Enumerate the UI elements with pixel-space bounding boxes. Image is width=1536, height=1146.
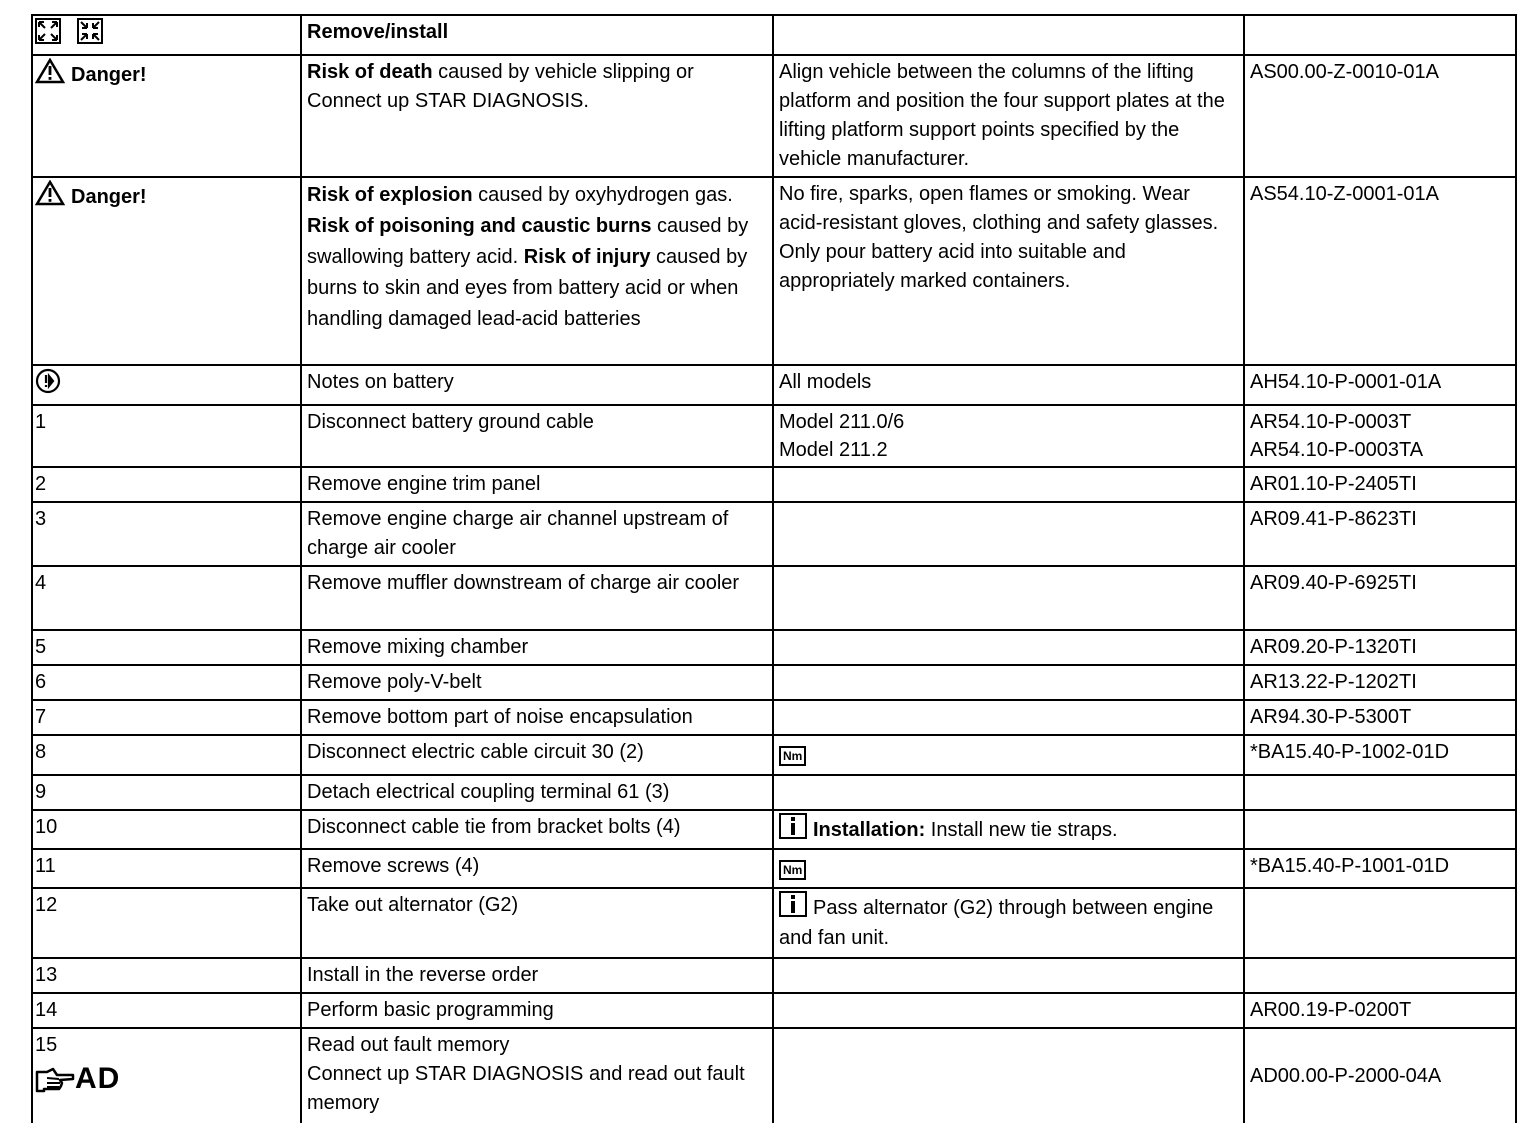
step-row	[32, 849, 1516, 888]
danger-desc-cell	[301, 55, 773, 177]
step-row	[32, 630, 1516, 665]
step-desc: Detach electrical coupling terminal 61 (3)	[301, 775, 773, 810]
step-desc: Install in the reverse order	[301, 958, 773, 993]
desc-line: Connect up STAR DIAGNOSIS and read out fault memory	[307, 1063, 745, 1114]
step-row	[32, 467, 1516, 502]
danger-desc-cell	[301, 177, 773, 365]
step-desc: Remove engine charge air channel upstream of charge air cooler	[301, 502, 773, 566]
step-ref[interactable]: *BA15.40-P-1001-01D	[1244, 849, 1516, 888]
risk-text: caused by vehicle slipping or Connect up STAR DIAGNOSIS.	[307, 61, 694, 112]
step-ref	[1244, 958, 1516, 993]
warning-triangle-icon	[35, 180, 65, 206]
notes-ref-cell[interactable]: AH54.10-P-0001-01A	[1244, 365, 1516, 405]
step-ref[interactable]: *BA15.40-P-1002-01D	[1244, 735, 1516, 775]
ref-link[interactable]: AD00.00-P-2000-04A	[1250, 1064, 1442, 1087]
step-measure	[773, 405, 1244, 467]
step-number: 4	[32, 566, 301, 630]
danger-row	[32, 55, 1516, 177]
danger-measure-cell: Align vehicle between the columns of the lifting platform and position the four support plates at the lifting platform support points specified by the vehicle manufacturer.	[773, 55, 1244, 177]
pointing-hand-icon	[35, 1064, 75, 1094]
step-desc	[301, 1028, 773, 1123]
step-desc: Remove mixing chamber	[301, 630, 773, 665]
step-number: 12	[32, 888, 301, 958]
notes-desc-cell: Notes on battery	[301, 365, 773, 405]
step-measure	[773, 735, 1244, 775]
step-row	[32, 735, 1516, 775]
ref-link[interactable]: AR54.10-P-0003TA	[1250, 439, 1424, 461]
step-number: 1	[32, 405, 301, 467]
info-text: Pass alternator (G2) through between engine and fan unit.	[779, 897, 1214, 949]
header-empty-cell	[773, 15, 1244, 55]
step-number: 6	[32, 665, 301, 700]
step-number: 13	[32, 958, 301, 993]
step-number: 8	[32, 735, 301, 775]
step-desc: Disconnect cable tie from bracket bolts (4)	[301, 810, 773, 849]
procedure-sheet	[31, 14, 1515, 1123]
step-measure	[773, 888, 1244, 958]
step-ref[interactable]: AR13.22-P-1202TI	[1244, 665, 1516, 700]
step-number: 2	[32, 467, 301, 502]
procedure-table	[31, 14, 1517, 1123]
step-number: 3	[32, 502, 301, 566]
danger-ref-cell[interactable]: AS00.00-Z-0010-01A	[1244, 55, 1516, 177]
step-desc: Take out alternator (G2)	[301, 888, 773, 958]
step-ref[interactable]: AR00.19-P-0200T	[1244, 993, 1516, 1028]
risk-text: caused by oxyhydrogen gas.	[472, 184, 733, 206]
step-desc: Remove screws (4)	[301, 849, 773, 888]
step-row	[32, 665, 1516, 700]
step-row	[32, 1028, 1516, 1123]
step-row	[32, 405, 1516, 467]
step-row	[32, 810, 1516, 849]
danger-label: Danger!	[71, 186, 147, 208]
step-measure	[773, 810, 1244, 849]
step-desc: Remove bottom part of noise encapsulation	[301, 700, 773, 735]
step-desc: Remove muffler downstream of charge air cooler	[301, 566, 773, 630]
notes-measure-cell: All models	[773, 365, 1244, 405]
step-row	[32, 993, 1516, 1028]
header-row	[32, 15, 1516, 55]
danger-label-cell	[32, 55, 301, 177]
step-desc: Disconnect battery ground cable	[301, 405, 773, 467]
step-measure	[773, 1028, 1244, 1123]
step-measure	[773, 700, 1244, 735]
header-icons-cell	[32, 15, 301, 55]
ref-link[interactable]: AR54.10-P-0003T	[1250, 411, 1412, 433]
step-measure	[773, 993, 1244, 1028]
step-measure	[773, 630, 1244, 665]
note-circle-icon	[35, 368, 61, 394]
step-number: 9	[32, 775, 301, 810]
risk-title: Risk of injury	[523, 246, 651, 268]
step-row	[32, 958, 1516, 993]
step-measure	[773, 958, 1244, 993]
risk-title: Risk of death	[307, 61, 433, 83]
model-line: Model 211.0/6	[779, 411, 905, 433]
step-row	[32, 566, 1516, 630]
nm-torque-icon[interactable]: Nm	[779, 860, 806, 880]
notes-icon-cell	[32, 365, 301, 405]
risk-text: caused by burns to skin and eyes from battery acid or when handling damaged lead-acid batteries	[307, 246, 748, 330]
danger-label: Danger!	[71, 64, 147, 86]
step-ref[interactable]: AR01.10-P-2405TI	[1244, 467, 1516, 502]
step-measure	[773, 775, 1244, 810]
step-desc: Perform basic programming	[301, 993, 773, 1028]
step-number: 10	[32, 810, 301, 849]
danger-label-cell	[32, 177, 301, 365]
danger-row	[32, 177, 1516, 365]
danger-ref-cell[interactable]: AS54.10-Z-0001-01A	[1244, 177, 1516, 365]
step-ref[interactable]: AR09.41-P-8623TI	[1244, 502, 1516, 566]
risk-title: Risk of poisoning and caustic burns	[307, 215, 652, 237]
header-empty-cell	[1244, 15, 1516, 55]
desc-line: Read out fault memory	[307, 1034, 510, 1056]
step-ref	[1244, 405, 1516, 467]
step-measure	[773, 467, 1244, 502]
header-title-cell	[301, 15, 773, 55]
step-ref[interactable]: AR94.30-P-5300T	[1244, 700, 1516, 735]
notes-row	[32, 365, 1516, 405]
step-ref	[1244, 1028, 1516, 1123]
installation-text: Install new tie straps.	[925, 819, 1118, 841]
warning-triangle-icon	[35, 58, 65, 84]
collapse-arrows-icon[interactable]	[77, 18, 103, 44]
installation-label: Installation:	[813, 819, 926, 841]
model-line: Model 211.2	[779, 439, 888, 461]
step-ref	[1244, 775, 1516, 810]
step-ref[interactable]: AR09.40-P-6925TI	[1244, 566, 1516, 630]
page-title: Remove/install	[307, 21, 449, 43]
step-measure	[773, 849, 1244, 888]
danger-measure-cell: No fire, sparks, open flames or smoking. Wear acid-resistant gloves, clothing and safety glasses. Only pour battery acid into suitable and appropriately marked containers.	[773, 177, 1244, 365]
risk-title: Risk of explosion	[307, 184, 473, 206]
step-measure	[773, 502, 1244, 566]
step-measure	[773, 665, 1244, 700]
step-desc: Disconnect electric cable circuit 30 (2)	[301, 735, 773, 775]
step-row	[32, 888, 1516, 958]
step-number: 5	[32, 630, 301, 665]
step-row	[32, 700, 1516, 735]
expand-arrows-icon[interactable]	[35, 18, 61, 44]
info-box-icon	[779, 891, 807, 917]
step-row	[32, 775, 1516, 810]
step-number: 14	[32, 993, 301, 1028]
step-ref	[1244, 810, 1516, 849]
step-measure	[773, 566, 1244, 630]
nm-torque-icon[interactable]: Nm	[779, 746, 806, 766]
step-number-cell	[32, 1028, 301, 1123]
ad-marker	[35, 1062, 294, 1096]
step-number: 15	[35, 1034, 58, 1056]
step-ref	[1244, 888, 1516, 958]
step-row	[32, 502, 1516, 566]
risk-text: caused by swallowing battery acid.	[307, 215, 749, 268]
step-desc: Remove engine trim panel	[301, 467, 773, 502]
step-ref[interactable]: AR09.20-P-1320TI	[1244, 630, 1516, 665]
ad-label: AD	[75, 1062, 121, 1095]
step-number: 7	[32, 700, 301, 735]
info-box-icon	[779, 813, 807, 839]
step-number: 11	[32, 849, 301, 888]
step-desc: Remove poly-V-belt	[301, 665, 773, 700]
